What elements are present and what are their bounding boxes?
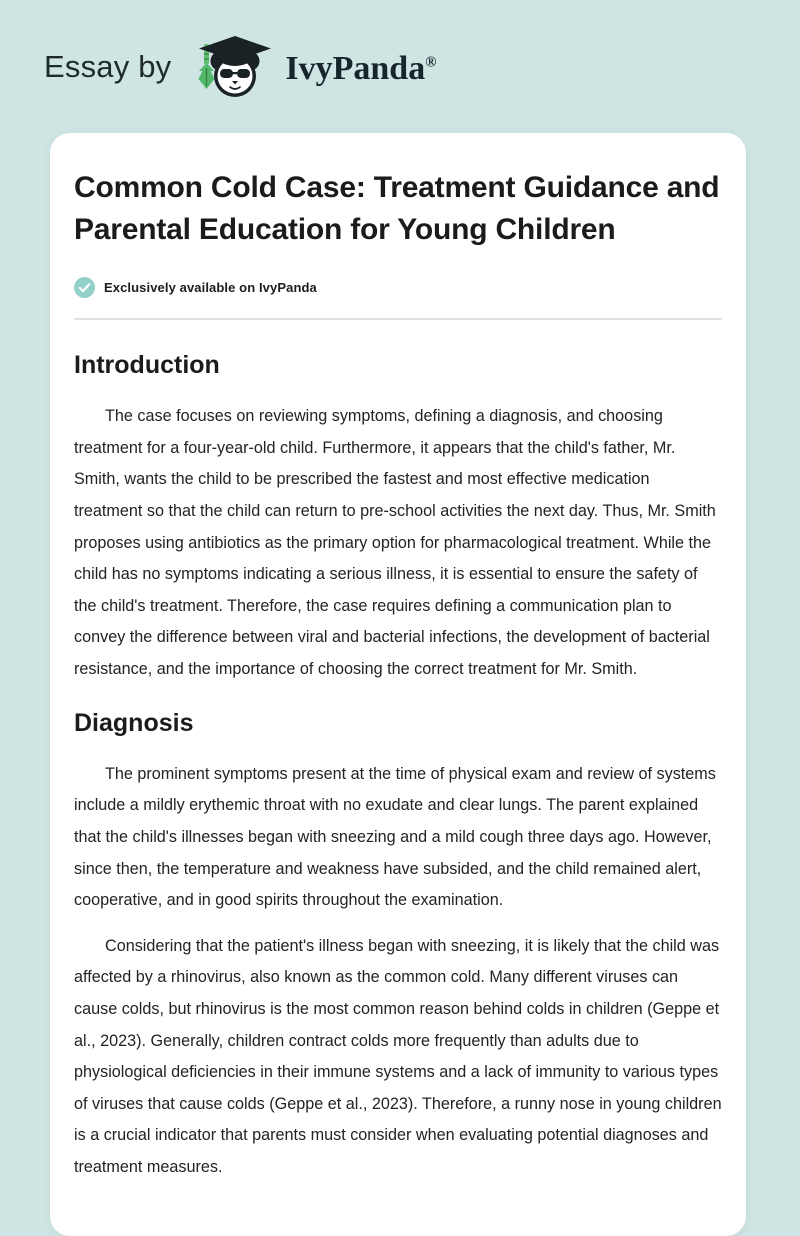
title-divider [74, 318, 722, 320]
section-heading: Diagnosis [74, 708, 194, 737]
brand-name-text: IvyPanda [285, 49, 426, 87]
essay-by-label: Essay by [44, 49, 172, 84]
section-diagnosis [74, 708, 722, 1184]
exclusive-availability-badge [74, 277, 722, 298]
body-paragraph: The case focuses on reviewing symptoms, defining a diagnosis, and choosing treatment for a four-year-old child. Furthermore, it appears that the child's father, Mr. Smith, wants the child to be prescribed the fastest and most effective medication treatment so that the child can return to pre-school activities the next day. Thus, Mr. Smith proposes using antibiotics as the primary option for pharmacological treatment. While the child has no symptoms indicating a serious illness, it is essential to ensure the safety of the child's treatment. Therefore, the case requires defining a communication plan to convey the difference between viral and bacterial infections, the development of bacterial resistance, and the importance of choosing the correct treatment for Mr. Smith. [74, 407, 716, 678]
section-introduction [74, 350, 722, 686]
ivypanda-panda-logo-icon [187, 34, 279, 100]
ivypanda-wordmark [279, 49, 437, 87]
ivypanda-brand-lockup[interactable] [44, 34, 436, 100]
brand-header [0, 0, 800, 133]
registered-trademark-symbol: ® [425, 54, 437, 71]
check-circle-icon [74, 277, 95, 298]
section-heading: Introduction [74, 351, 220, 379]
essay-paper-card [50, 133, 746, 1236]
page-title: Common Cold Case: Treatment Guidance and Parental Education for Young Children [74, 171, 720, 246]
exclusive-availability-label: Exclusively available on IvyPanda [104, 280, 317, 295]
body-paragraph: The prominent symptoms present at the time of physical exam and review of systems include a mildly erythemic throat with no exudate and clear lungs. The parent explained that the child's illnesses began with sneezing and a mild cough three days ago. However, since then, the temperature and weakness have subsided, and the child remained alert, cooperative, and in good spirits throughout the examination. [74, 764, 716, 910]
body-paragraph: Considering that the patient's illness began with sneezing, it is likely that the child was affected by a rhinovirus, also known as the common cold. Many different viruses can cause colds, but rhinovirus is the most common reason behind colds in children (Geppe et al., 2023). Generally, children contract colds more frequently than adults due to physiological deficiencies in their immune systems and a lack of immunity to various types of viruses that cause colds (Geppe et al., 2023). Therefore, a runny nose in young children is a crucial indicator that parents must consider when evaluating potential diagnoses and treatment measures. [74, 936, 722, 1176]
